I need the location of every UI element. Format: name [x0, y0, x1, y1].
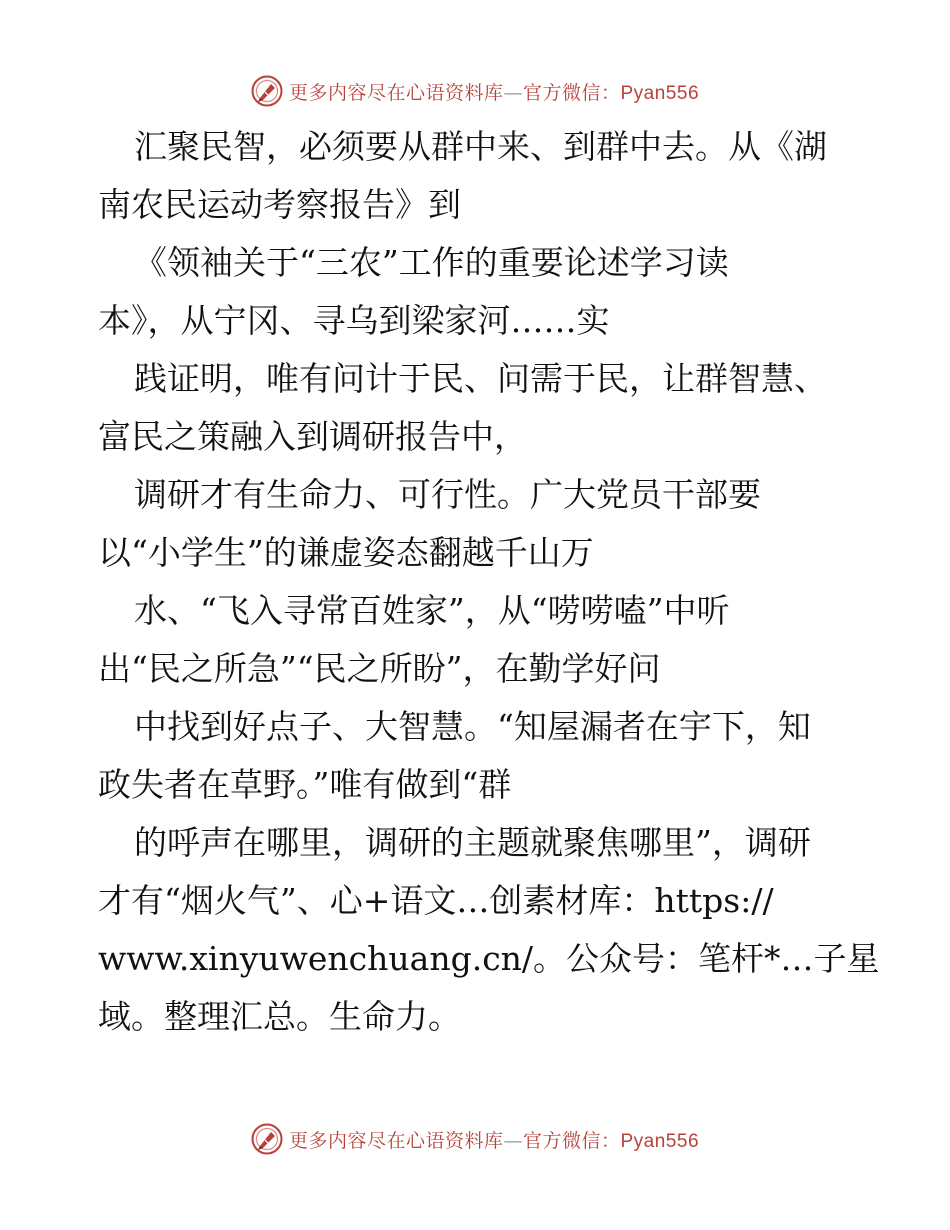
- header-dash: —: [503, 81, 523, 104]
- footer-banner: [0, 1122, 950, 1156]
- pen-nib-logo-icon: [251, 75, 283, 107]
- body-line-6: 富民之策融入到调研报告中，: [98, 417, 527, 456]
- body-line-12: 政失者在草野。”唯有做到“群: [98, 765, 512, 804]
- body-line-10: 出“民之所急”“民之所盼”，在勤学好问: [98, 649, 661, 688]
- body-line-5: 践证明，唯有问计于民、问需于民，让群智慧、: [134, 359, 827, 398]
- header-brand: 更多内容尽在心语资料库: [288, 81, 504, 104]
- footer-wechat-label: 官方微信：: [522, 1129, 621, 1152]
- body-line-8: 以“小学生”的谦虚姿态翻越千山万: [98, 533, 594, 572]
- body-line-9: 水、“飞入寻常百姓家”，从“唠唠嗑”中听: [134, 591, 730, 630]
- body-line-16: 域。整理汇总。生命力。: [98, 997, 461, 1036]
- body-line-15: www.xinyuwenchuang.cn/。公众号：笔杆*…子星: [98, 939, 880, 978]
- body-line-7: 调研才有生命力、可行性。广大党员干部要: [134, 475, 761, 514]
- header-wechat-id: Pyan556: [620, 82, 700, 104]
- footer-dash: —: [503, 1129, 523, 1152]
- body-line-13: 的呼声在哪里，调研的主题就聚焦哪里”，调研: [134, 823, 811, 862]
- body-line-14: 才有“烟火气”、心+语文…创素材库：https://: [98, 881, 774, 920]
- footer-brand: 更多内容尽在心语资料库: [288, 1129, 504, 1152]
- body-line-3: 《领袖关于“三农”工作的重要论述学习读: [134, 243, 729, 282]
- footer-banner-text: [289, 1126, 699, 1153]
- body-line-4: 本》，从宁冈、寻乌到梁家河……实: [98, 301, 610, 340]
- body-line-2: 南农民运动考察报告》到: [98, 185, 461, 224]
- header-banner: [0, 74, 950, 108]
- pen-nib-logo-icon: [251, 1123, 283, 1155]
- body-line-1: 汇聚民智，必须要从群中来、到群中去。从《湖: [134, 127, 827, 166]
- footer-wechat-id: Pyan556: [620, 1130, 700, 1152]
- header-wechat-label: 官方微信：: [522, 81, 621, 104]
- body-line-11: 中找到好点子、大智慧。“知屋漏者在宇下，知: [134, 707, 811, 746]
- header-banner-text: [289, 78, 699, 105]
